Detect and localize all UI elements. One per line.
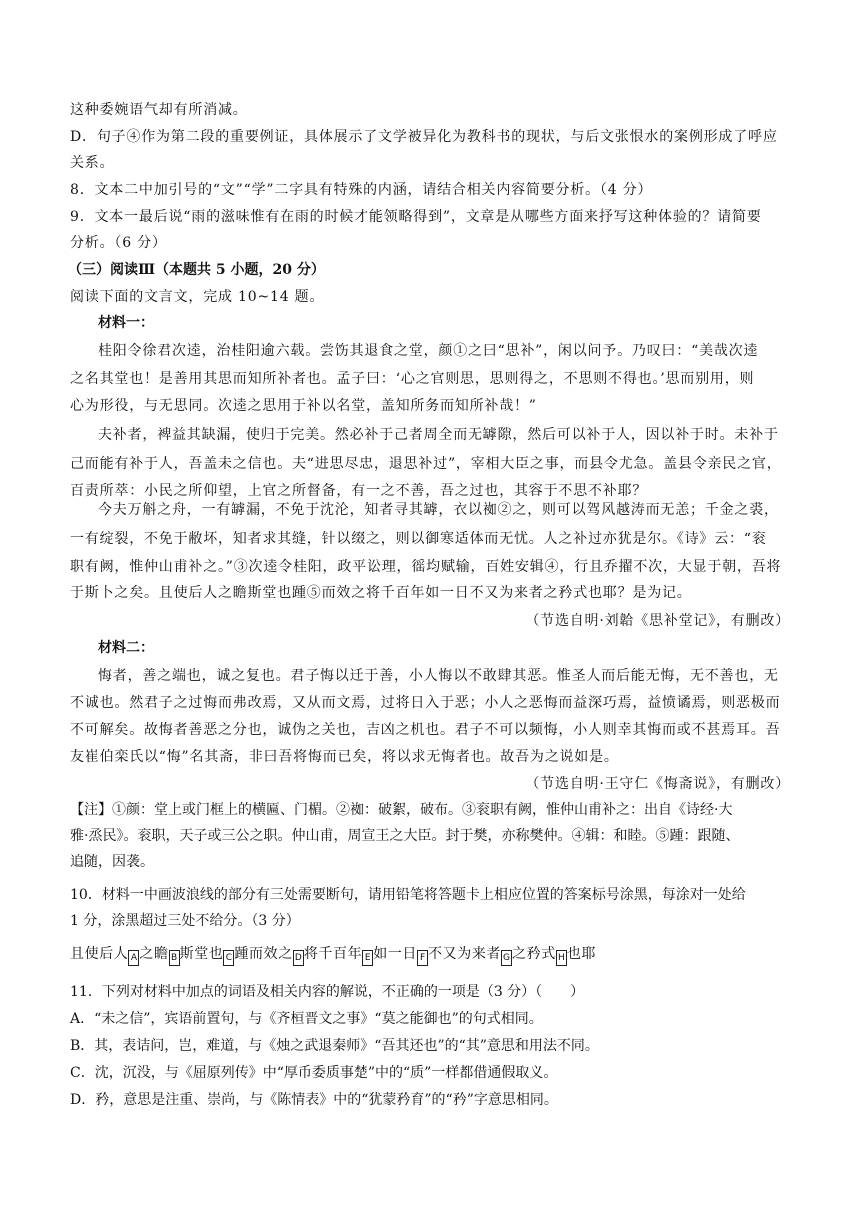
- text-line: 关系。: [70, 155, 115, 171]
- segmentation-line: [70, 944, 596, 966]
- material-one-heading: 材料一：: [98, 315, 154, 331]
- footnote-line: 追随，因袭。: [70, 854, 154, 870]
- option-c: C．沈，沉没，与《屈原列传》中“厚币委质事楚”中的“质”一样都借通假取义。: [70, 1065, 558, 1081]
- passage-line: 桂阳令徐君次逵，治桂阳逾六载。尝饬其退食之堂，颜①之曰“思补”，闲以问予。乃叹曰：“美哉次逵: [98, 343, 759, 359]
- passage-line: 心为形役，与无思同。次逵之思用于补以名堂，盖知所务而知所补哉！”: [70, 398, 537, 414]
- source-note-one: （节选自明·刘韐《思补堂记》，有删改）: [525, 613, 790, 629]
- segment-text: 之矜式: [512, 946, 556, 962]
- segment-text: 将千百年: [303, 946, 363, 962]
- option-d: D．矜，意思是注重、崇尚，与《陈情表》中的“犹蒙矜育”的“矜”字意思相同。: [70, 1092, 558, 1108]
- passage-line: 不可解矣。故悔者善恶之分也，诚伪之关也，吉凶之机也。君子不可以频悔，小人则幸其悔而或不甚焉耳。吾: [70, 722, 781, 738]
- source-note-two: （节选自明·王守仁《悔斋说》，有删改）: [525, 776, 790, 792]
- instruction: 阅读下面的文言文，完成 10~14 题。: [70, 289, 325, 305]
- question-8: 8．文本二中加引号的“文”“学”二字具有特殊的内涵，请结合相关内容简要分析。（4 分）: [70, 182, 653, 198]
- passage-line: 不诚也。然君子之过悔而弗改焉，又从而文焉，过将日入于恶；小人之恶悔而益深巧焉，益愤谲焉，则恶极而: [70, 695, 781, 711]
- segment-text: 且使后人: [70, 946, 129, 962]
- passage-line: 己而能有补于人，吾盖未之信也。夫“进思尽忠，退思补过”，宰相大臣之事，而县令尤急。盖县令亲民之官，: [70, 456, 782, 472]
- segment-text: 之瞻: [139, 946, 169, 962]
- break-option-a[interactable]: A: [128, 950, 139, 966]
- passage-line: 之名其堂也！是善用其思而知所补者也。孟子曰：‘心之官则思，思则得之，不思则不得也。’思而别用，则: [70, 371, 755, 387]
- segment-text: 斯堂也: [179, 946, 224, 962]
- break-option-e[interactable]: E: [362, 950, 373, 966]
- passage-line-wavy: 于斯卜之矣。且使后人之瞻斯堂也踵⑤而效之将千百年如一日不又为来者之矜式也耶？是为记。: [70, 585, 692, 601]
- option-a: A．“未之信”，宾语前置句，与《齐桓晋文之事》“莫之能御也”的句式相同。: [70, 1011, 543, 1027]
- break-option-g[interactable]: G: [501, 950, 512, 966]
- text-line: 分析。（6 分）: [70, 235, 167, 251]
- question-10: 10．材料一中画波浪线的部分有三处需要断句，请用铅笔将答题卡上相应位置的答案标号涂黑，每涂对一处给: [70, 887, 746, 903]
- break-option-c[interactable]: C: [223, 950, 234, 966]
- break-option-b[interactable]: B: [169, 950, 180, 966]
- passage-line: 夫补者，裨益其缺漏，使归于完美。然必补于己者周全而无罅隙，然后可以补于人，因以补于时。未补于: [98, 427, 779, 443]
- material-two-heading: 材料二：: [98, 640, 154, 656]
- break-option-d[interactable]: D: [293, 950, 304, 966]
- segment-text: 也耶: [566, 946, 597, 962]
- passage-line: 百责所萃：小民之所仰望，上官之所督备，有一之不善，吾之过也，其容于不思不补耶？: [70, 483, 648, 499]
- footnote-line: 雅·烝民》。衮职，天子或三公之职。仲山甫，周宣王之大臣。封于樊，亦称樊仲。④辑：和睦。⑤踵：跟随、: [70, 828, 740, 844]
- passage-line: 今夫万斛之舟，一有罅漏，不免于沈沦，知者寻其罅，衣以袽②之，则可以驾风越涛而无恙；千金之裘，: [98, 502, 779, 518]
- segment-text: 不又为来者: [428, 946, 502, 962]
- segment-text: 踵而效之: [234, 946, 293, 962]
- section-heading: （三）阅读Ⅲ（本题共 5 小题，20 分）: [68, 262, 325, 278]
- passage-line: 一有绽裂，不免于敝坏，知者求其缝，针以缀之，则以御寒适体而无忧。人之补过亦犹是尔。《诗》云：“衮: [70, 531, 767, 547]
- passage-line: 职有阙，惟仲山甫补之。”③次逵令桂阳，政平讼理，徭均赋输，百姓安辑④，行且乔擢不次，大显于朝，吾将: [70, 559, 782, 575]
- option-d-prev: D．句子④作为第二段的重要例证，具体展示了文学被异化为教科书的现状，与后文张恨水的案例形成了呼应: [70, 129, 778, 145]
- break-option-f[interactable]: F: [417, 950, 428, 966]
- option-b: B．其，表诘问，岂，难道，与《烛之武退秦师》“吾其还也”的“其”意思和用法不同。: [70, 1038, 599, 1054]
- text-line: 这种委婉语气却有所消减。: [70, 102, 248, 118]
- footnote-line: 【注】①颜：堂上或门框上的横匾、门楣。②袽：破絮，破布。③衮职有阙，惟仲山甫补之：出自《诗经·大: [70, 802, 733, 818]
- segment-text: 如一日: [373, 946, 418, 962]
- question-11: 11．下列对材料中加点的词语及相关内容的解说，不正确的一项是（3 分）（ ）: [70, 984, 585, 1000]
- question-10-cont: 1 分，涂黑超过三处不给分。（3 分）: [70, 913, 300, 929]
- passage-line: 友崔伯栾氏以“悔”名其斋，非曰吾将悔而已矣，将以求无悔者也。故吾为之说如是。: [70, 749, 619, 765]
- passage-line: 悔者，善之端也，诚之复也。君子悔以迁于善，小人悔以不敢肆其恶。惟圣人而后能无悔，无不善也，无: [98, 668, 779, 684]
- break-option-h[interactable]: H: [556, 950, 567, 966]
- question-9: 9．文本一最后说“雨的滋味惟有在雨的时候才能领略得到”，文章是从哪些方面来抒写这种体验的？请简要: [70, 209, 762, 225]
